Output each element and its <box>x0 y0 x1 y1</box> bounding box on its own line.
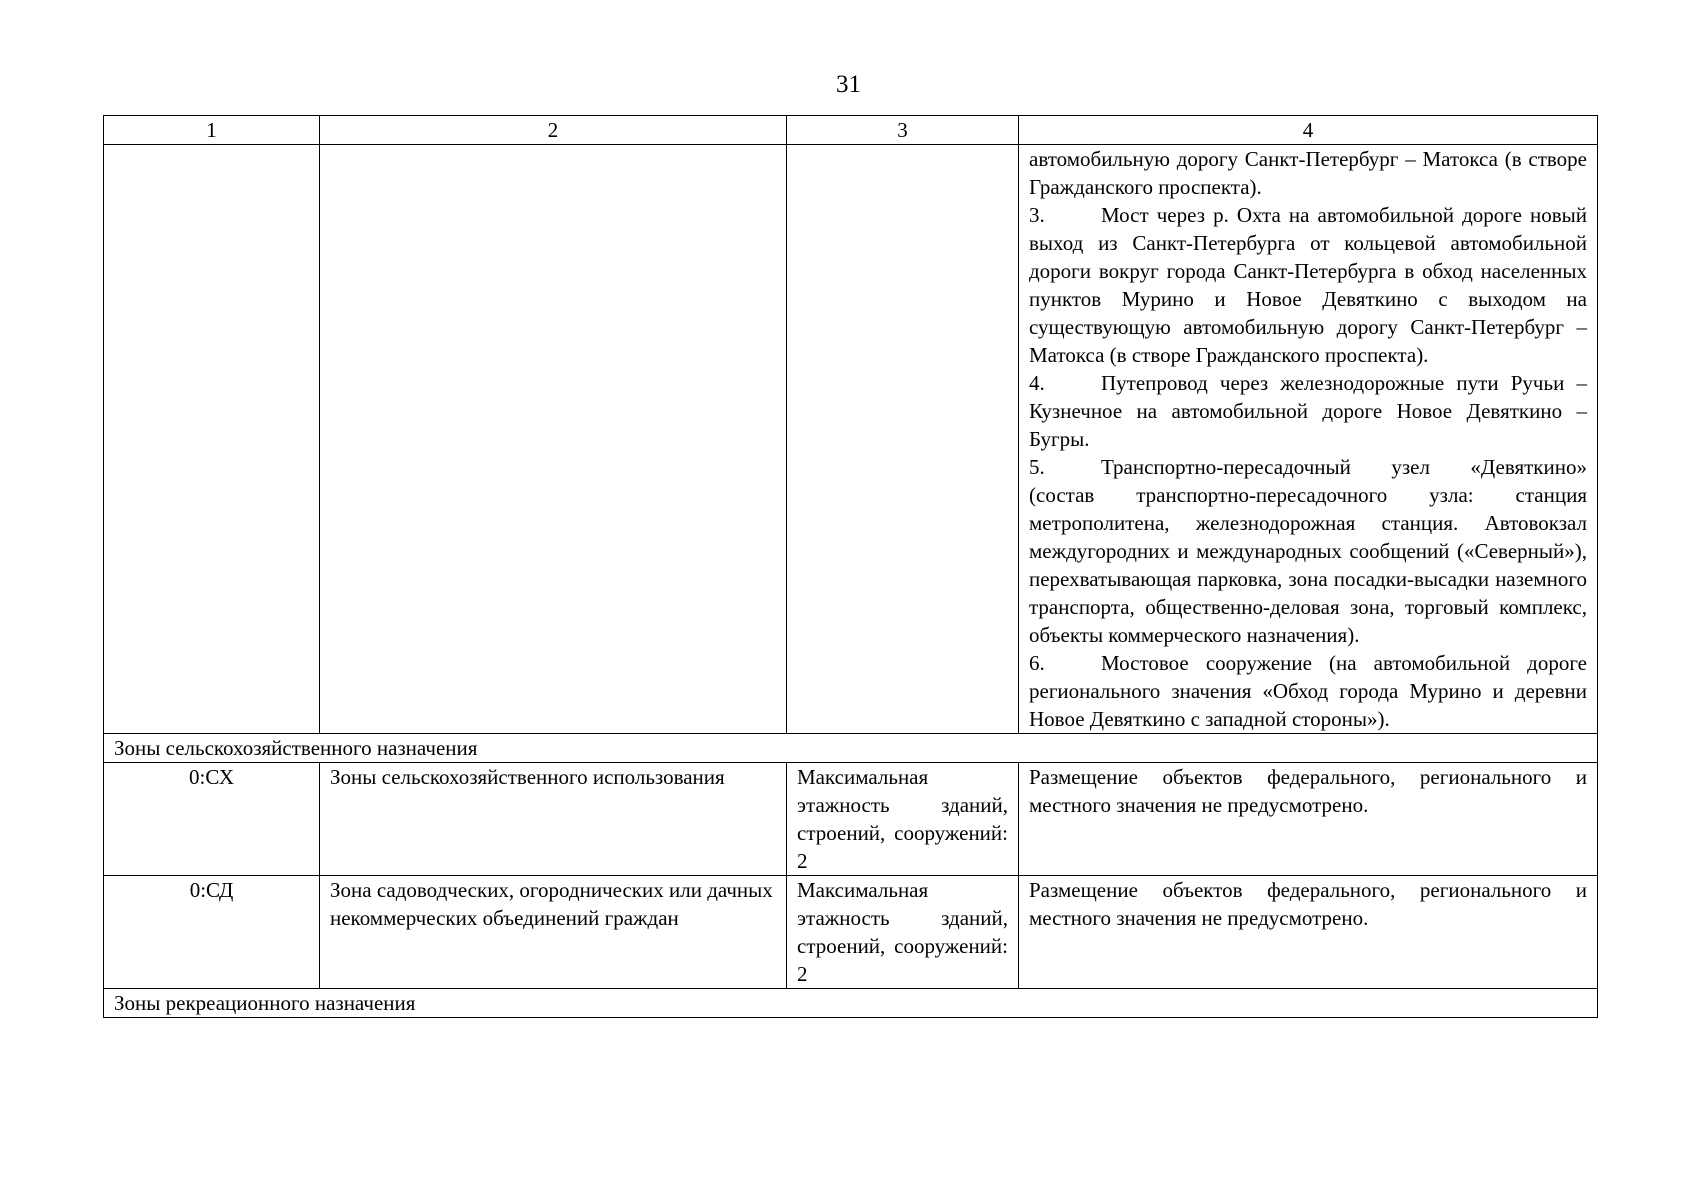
objects-list-item <box>1029 453 1587 649</box>
table-header-row <box>104 116 1598 145</box>
item-text: Транспортно-пересадочный узел «Девяткино» (состав транспортно-пересадочного узла: станция метрополитена, железнодорожная станция. Автовокзал междугородних и международных сообщений («Северный»), перехватывающая парковка, зона посадки-высадки наземного транспорта, общественно-деловая зона, торговый комплекс, объекты коммерческого назначения). <box>1029 455 1587 647</box>
empty-cell <box>787 145 1019 734</box>
zone-name: Зона садоводческих, огороднических или дачных некоммерческих объединений граждан <box>320 876 787 989</box>
empty-cell <box>104 145 320 734</box>
objects-list-item <box>1029 649 1587 733</box>
item-number: 3. <box>1029 203 1045 227</box>
item-text: Мостовое сооружение (на автомобильной дороге регионального значения «Обход города Мурино и деревни Новое Девяткино с западной стороны»). <box>1029 651 1587 731</box>
column-header-4: 4 <box>1019 116 1598 145</box>
item-number: 6. <box>1029 651 1045 675</box>
zones-table <box>103 115 1598 1018</box>
section-row-recreational <box>104 989 1598 1018</box>
section-heading: Зоны сельскохозяйственного назначения <box>104 734 1598 763</box>
section-row-agricultural <box>104 734 1598 763</box>
objects-list-item <box>1029 201 1587 369</box>
section-heading: Зоны рекреационного назначения <box>104 989 1598 1018</box>
column-header-1: 1 <box>104 116 320 145</box>
objects-list-intro: автомобильную дорогу Санкт-Петербург – Матокса (в створе Гражданского проспекта). <box>1029 147 1587 199</box>
item-text: Мост через р. Охта на автомобильной дороге новый выход из Санкт-Петербурга от кольцевой автомобильной дороги вокруг города Санкт-Петербурга в обход населенных пунктов Мурино и Новое Девяткино с выходом на существующую автомобильную дорогу Санкт-Петербург – Матокса (в створе Гражданского проспекта). <box>1029 203 1587 367</box>
objects-list-cell <box>1019 145 1598 734</box>
column-header-3: 3 <box>787 116 1019 145</box>
zone-objects: Размещение объектов федерального, регионального и местного значения не предусмотрено. <box>1019 763 1598 876</box>
item-text: Путепровод через железнодорожные пути Ручьи – Кузнечное на автомобильной дороге Новое Девяткино – Бугры. <box>1029 371 1587 451</box>
empty-cell <box>320 145 787 734</box>
zone-objects: Размещение объектов федерального, регионального и местного значения не предусмотрено. <box>1019 876 1598 989</box>
zone-code: 0:СД <box>104 876 320 989</box>
zone-parameters: Максимальная этажность зданий, строений, сооружений: 2 <box>787 763 1019 876</box>
column-header-2: 2 <box>320 116 787 145</box>
table-row <box>104 876 1598 989</box>
table-row <box>104 763 1598 876</box>
page-number: 31 <box>836 71 861 98</box>
objects-list-item <box>1029 369 1587 453</box>
zone-parameters: Максимальная этажность зданий, строений, сооружений: 2 <box>787 876 1019 989</box>
zone-code: 0:СХ <box>104 763 320 876</box>
item-number: 5. <box>1029 455 1045 479</box>
zone-name: Зоны сельскохозяйственного использования <box>320 763 787 876</box>
item-number: 4. <box>1029 371 1045 395</box>
continuation-row <box>104 145 1598 734</box>
